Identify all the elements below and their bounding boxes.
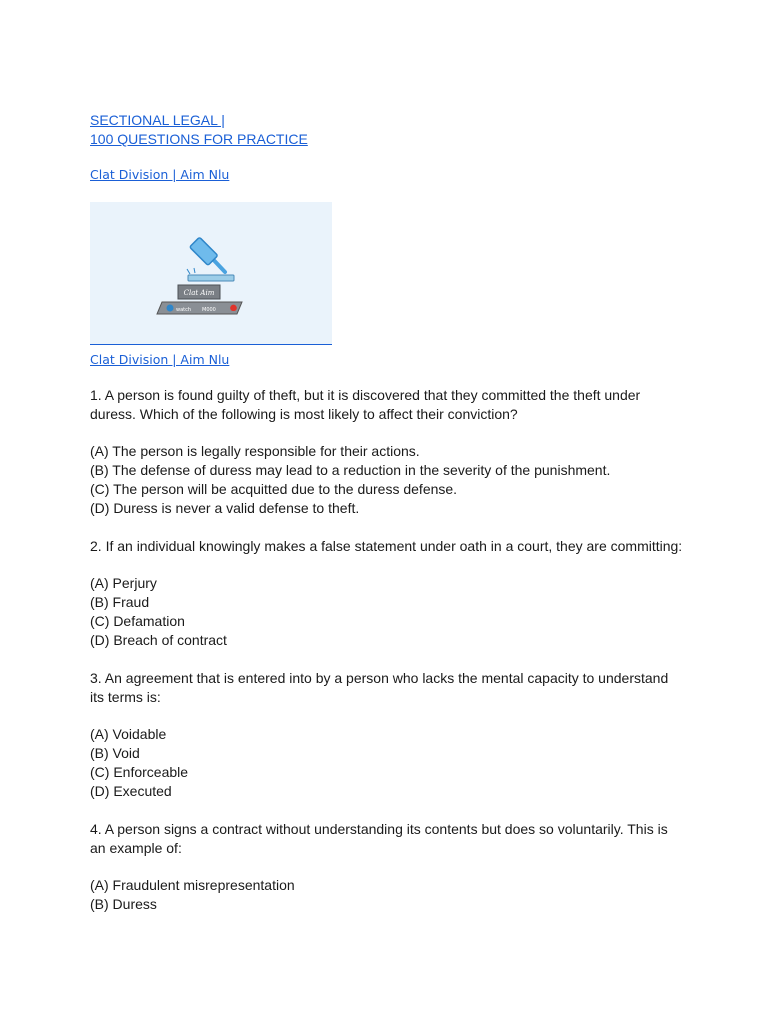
question-text-line: 2. If an individual knowingly makes a false statement under oath in a court, they are committing: <box>90 538 683 554</box>
question-text-line: its terms is: <box>90 689 161 705</box>
gavel-icon <box>90 202 332 344</box>
question-text-line: duress. Which of the following is most likely to affect their conviction? <box>90 406 518 422</box>
question-4 <box>90 820 690 858</box>
question-3 <box>90 669 690 707</box>
option-item: (D) Duress is never a valid defense to theft. <box>90 500 360 516</box>
option-item: (C) Defamation <box>90 613 185 629</box>
question-text-line: 1. A person is found guilty of theft, but it is discovered that they committed the theft under <box>90 387 641 403</box>
banner-base-left-text: watch <box>176 307 192 313</box>
question-1-options <box>90 442 690 518</box>
title-link-line1[interactable]: SECTIONAL LEGAL | <box>90 112 225 128</box>
option-item: (C) Enforceable <box>90 764 189 780</box>
question-text-line: 4. A person signs a contract without understanding its contents but does so voluntarily. This is <box>90 821 668 837</box>
brand-link-top[interactable]: Clat Division | Aim Nlu <box>90 167 230 182</box>
question-2-options <box>90 574 690 650</box>
option-item: (D) Breach of contract <box>90 632 227 648</box>
brand-link-bottom[interactable]: Clat Division | Aim Nlu <box>90 352 230 367</box>
option-item: (B) Fraud <box>90 594 150 610</box>
option-item: (D) Executed <box>90 783 172 799</box>
option-item: (B) Void <box>90 745 140 761</box>
document-page <box>90 111 690 914</box>
option-item: (A) Fraudulent misrepresentation <box>90 877 295 893</box>
question-text-line: 3. An agreement that is entered into by a person who lacks the mental capacity to understand <box>90 670 669 686</box>
option-item: (A) The person is legally responsible for their actions. <box>90 443 420 459</box>
gavel-banner-image[interactable] <box>90 202 332 345</box>
option-item: (A) Perjury <box>90 575 157 591</box>
question-text-line: an example of: <box>90 840 182 856</box>
question-1 <box>90 386 690 424</box>
question-3-options <box>90 725 690 801</box>
title-link-line2[interactable]: 100 QUESTIONS FOR PRACTICE <box>90 131 308 147</box>
banner-sign-text: Clat Aim <box>183 289 215 297</box>
option-item: (B) Duress <box>90 896 157 912</box>
banner-base-right-text: M000 <box>202 307 216 313</box>
question-4-options <box>90 876 690 914</box>
option-item: (A) Voidable <box>90 726 167 742</box>
option-item: (C) The person will be acquitted due to the duress defense. <box>90 481 458 497</box>
question-2 <box>90 537 690 556</box>
option-item: (B) The defense of duress may lead to a reduction in the severity of the punishment. <box>90 462 611 478</box>
